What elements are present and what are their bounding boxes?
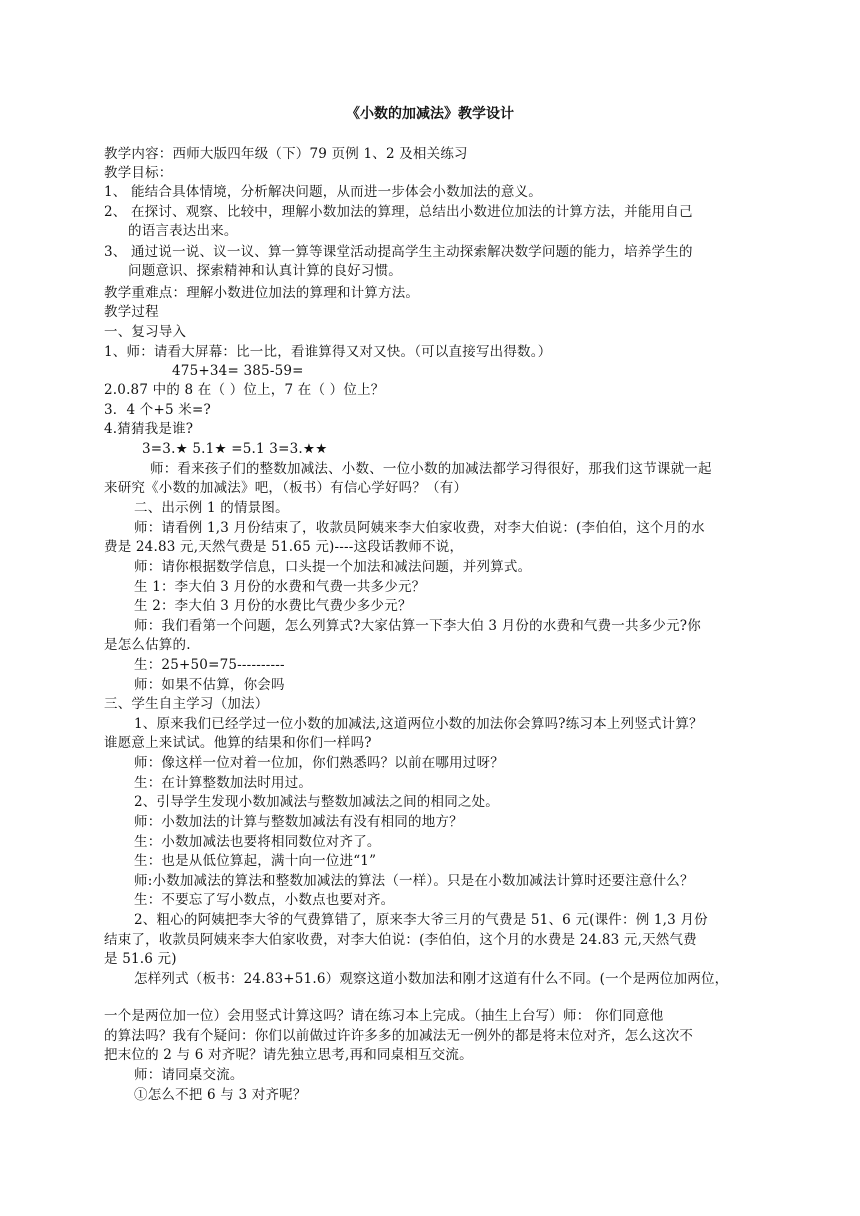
text-line: 师：请看例 1,3 月份结束了，收款员阿姨来李大伯家收费，对李大伯说：(李伯伯，这个月的水 [134,520,705,536]
document-title: 《小数的加减法》教学设计 [346,106,514,122]
text-line: 教学重难点：理解小数进位加法的算理和计算方法。 [104,285,420,301]
text-line: 是 51.6 元) [104,951,177,967]
text-line: 把末位的 2 与 6 对齐呢？请先独立思考,再和同桌相互交流。 [104,1047,473,1063]
text-line: 来研究《小数的加减法》吧，（板书）有信心学好吗？（有） [104,480,468,496]
text-line: 2、引导学生发现小数加减法与整数加减法之间的相同之处。 [134,794,499,810]
text-line: 师：请同桌交流。 [134,1067,244,1083]
text-line: 生：小数加减法也要将相同数位对齐了。 [134,834,381,850]
text-line: 3．4 个+5 米=? [104,402,211,418]
text-line: 2.0.87 中的 8 在（ ）位上，7 在（ ）位上？ [104,382,385,398]
text-line: 1、师：请看大屏幕：比一比，看谁算得又对又快。（可以直接写出得数。） [104,344,552,360]
text-line: 师：请你根据数学信息，口头提一个加法和减法问题，并列算式。 [134,559,532,575]
text-line: 师：像这样一位对着一位加，你们熟悉吗？以前在哪用过呀？ [134,755,504,771]
text-line: 4.猜猜我是谁? [104,421,194,437]
text-line: 师：我们看第一个问题，怎么列算式?大家估算一下李大伯 3 月份的水费和气费一共多少元?你 [134,618,701,634]
text-line: 生：不要忘了写小数点，小数点也要对齐。 [134,892,395,908]
text-line: 怎样列式（板书：24.83+51.6）观察这道小数加法和刚才这道有什么不同。(一个是两位加两位， [134,971,729,987]
text-line: 教学目标： [104,165,173,181]
text-line: 的语言表达出来。 [128,223,238,239]
text-line: 师:小数加减法的算法和整数加减法的算法（一样）。只是在小数加减法计算时还要注意什么？ [134,873,694,889]
text-line: 结束了，收款员阿姨来李大伯家收费，对李大伯说：(李伯伯，这个月的水费是 24.83 元,天然气费 [104,932,697,948]
text-line: 3=3.★ 5.1★ =5.1 3=3.★★ [142,441,328,457]
text-line: ①怎么不把 6 与 3 对齐呢？ [134,1087,307,1103]
text-line: 教学内容：西师大版四年级（下）79 页例 1、2 及相关练习 [104,146,468,162]
text-line: 475+34= 385-59= [172,363,304,379]
text-line: 的算法吗？我有个疑问：你们以前做过许许多多的加减法无一例外的都是将末位对齐，怎么这次不 [104,1028,694,1044]
text-line: 师：小数加法的计算与整数加减法有没有相同的地方？ [134,814,463,830]
text-line: 生 2：李大伯 3 月份的水费比气费少多少元？ [134,598,412,614]
text-line: 生：在计算整数加法时用过。 [134,775,313,791]
text-line: 1、原来我们已经学过一位小数的加减法,这道两位小数的加法你会算吗?练习本上列竖式计算？ [134,716,703,732]
text-line: 教学过程 [104,304,159,320]
text-line: 问题意识、探索精神和认真计算的良好习惯。 [128,263,402,279]
text-line: 生：25+50=75---------- [134,657,285,673]
text-line: 三、学生自主学习（加法） [104,696,269,712]
text-line: 二、出示例 1 的情景图。 [134,500,289,516]
text-line: 师：如果不估算，你会吗 [134,677,285,693]
text-line: 一、复习导入 [104,324,187,340]
text-line: 1、 能结合具体情境，分析解决问题，从而进一步体会小数加法的意义。 [104,184,542,200]
text-line: 是怎么估算的. [104,637,191,653]
text-line: 一个是两位加一位）会用竖式计算这吗？请在练习本上完成。（抽生上台写）师： 你们同意他 [104,1008,664,1024]
text-line: 3、 通过说一说、议一议、算一算等课堂活动提高学生主动探索解决数学问题的能力，培养学生的 [104,244,693,260]
text-line: 生 1：李大伯 3 月份的水费和气费一共多少元？ [134,579,426,595]
text-line: 师：看来孩子们的整数加减法、小数、一位小数的加减法都学习得很好，那我们这节课就一起 [150,461,712,477]
text-line: 2、 在探讨、观察、比较中，理解小数加法的算理，总结出小数进位加法的计算方法，并能用自己 [104,204,693,220]
text-line: 谁愿意上来试试。他算的结果和你们一样吗? [104,735,372,751]
text-line: 费是 24.83 元,天然气费是 51.65 元)----这段话教师不说， [104,539,464,555]
text-line: 2、粗心的阿姨把李大爷的气费算错了，原来李大爷三月的气费是 51、6 元(课件：例 1,3 月份 [134,912,708,928]
text-line: 生：也是从低位算起，满十向一位进“1” [134,853,377,869]
